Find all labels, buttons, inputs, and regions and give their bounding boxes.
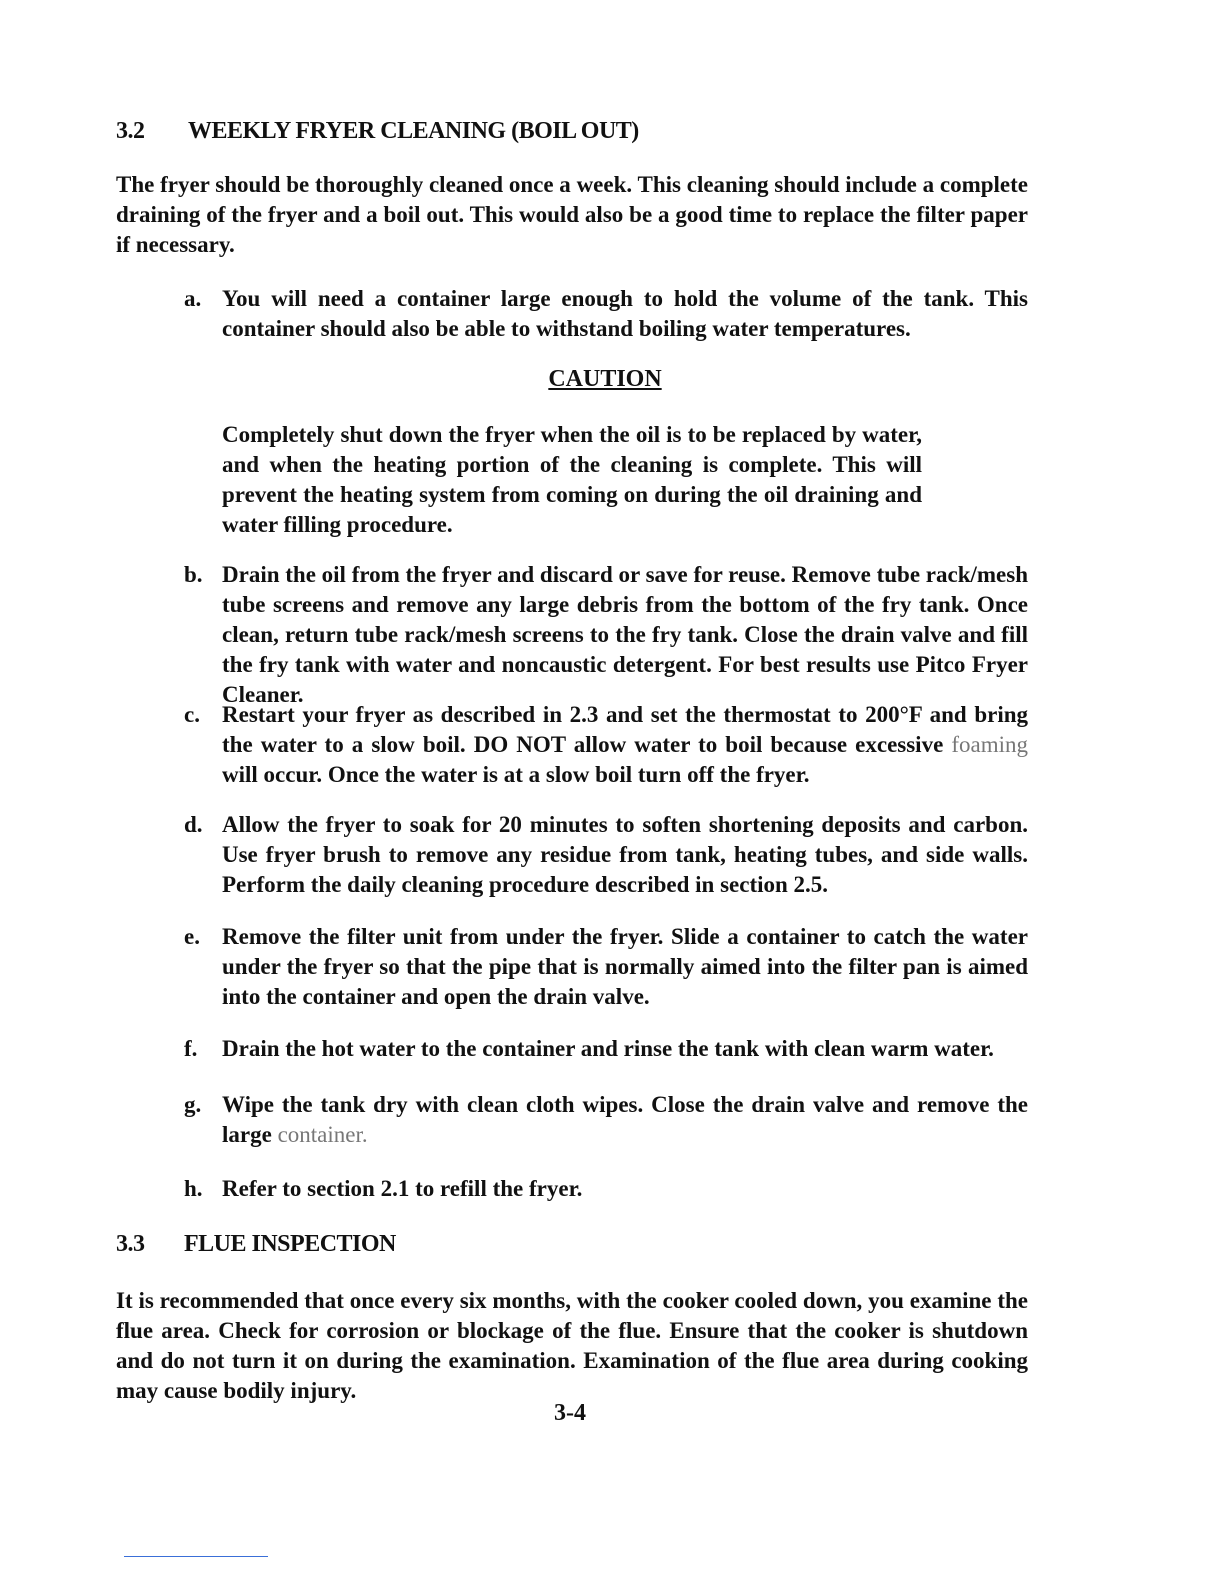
item-letter: b.	[184, 562, 203, 587]
section-number: 3.3	[116, 1231, 145, 1257]
section-3-2-heading	[116, 116, 639, 146]
list-item	[184, 1090, 1028, 1150]
item-letter: h.	[184, 1176, 203, 1201]
item-text: Drain the oil from the fryer and discard or save for reuse. Remove tube rack/mesh tube screens and remove any large debris from the bottom of the fry tank. Once clean, return tube rack/mesh screens to the fry tank. Close the drain valve and fill the fry tank with water and noncaustic detergent. For best results use Pitco Fryer Cleaner.	[222, 562, 1028, 707]
page-number: 3-4	[554, 1400, 586, 1426]
section-number: 3.2	[116, 118, 145, 144]
section-3-2-intro: The fryer should be thoroughly cleaned once a week. This cleaning should include a complete draining of the fryer and a boil out. This would also be a good time to replace the filter paper if necessary.	[116, 172, 1028, 257]
item-text: Drain the hot water to the container and rinse the tank with clean warm water.	[222, 1036, 994, 1061]
item-text: You will need a container large enough to hold the volume of the tank. This container should also be able to withstand boiling water temperatures.	[222, 286, 1028, 341]
faint-word: foaming	[951, 732, 1028, 757]
list-item	[184, 560, 1028, 710]
faint-word: container.	[277, 1122, 368, 1147]
item-letter: g.	[184, 1092, 202, 1117]
list-item	[184, 1174, 1028, 1204]
footer-rule	[124, 1556, 268, 1557]
item-text-part: Wipe the tank dry with clean cloth wipes. Close the drain valve and remove the large	[222, 1092, 1028, 1147]
list-item	[184, 922, 1028, 1012]
item-letter: c.	[184, 702, 200, 727]
list-item	[184, 1034, 1028, 1064]
caution-text: Completely shut down the fryer when the oil is to be replaced by water, and when the heating portion of the cleaning is complete. This will prevent the heating system from coming on during the oil draining and water filling procedure.	[222, 422, 922, 537]
item-text: Remove the filter unit from under the fryer. Slide a container to catch the water under the fryer so that the pipe that is normally aimed into the filter pan is aimed into the container and open the drain valve.	[222, 924, 1028, 1009]
list-item	[184, 284, 1028, 344]
item-letter: d.	[184, 812, 203, 837]
list-item	[184, 810, 1028, 900]
item-text-part: Restart your fryer as described in 2.3 and set the thermostat to 200°F and bring the water to a slow boil. DO NOT allow water to boil because excessive	[222, 702, 1028, 757]
item-letter: e.	[184, 924, 200, 949]
item-letter: a.	[184, 286, 202, 311]
item-letter: f.	[184, 1036, 198, 1061]
caution-title: CAUTION	[548, 366, 662, 392]
item-text	[222, 700, 1028, 790]
section-title: FLUE INSPECTION	[184, 1231, 396, 1257]
item-text: Allow the fryer to soak for 20 minutes to soften shortening deposits and carbon. Use fryer brush to remove any residue from tank, heating tubes, and side walls. Perform the daily cleaning procedure described in section 2.5.	[222, 812, 1028, 897]
item-text: Refer to section 2.1 to refill the fryer.	[222, 1176, 583, 1201]
section-3-3-heading	[116, 1229, 396, 1259]
list-item	[184, 700, 1028, 790]
item-text-part: will occur. Once the water is at a slow boil turn off the fryer.	[222, 762, 810, 787]
item-text	[222, 1090, 1028, 1150]
section-3-3-text: It is recommended that once every six months, with the cooker cooled down, you examine the flue area. Check for corrosion or blockage of the flue. Ensure that the cooker is shutdown and do not turn it on during the examination. Examination of the flue area during cooking may cause bodily injury.	[116, 1288, 1028, 1403]
section-title: WEEKLY FRYER CLEANING (BOIL OUT)	[188, 118, 639, 144]
